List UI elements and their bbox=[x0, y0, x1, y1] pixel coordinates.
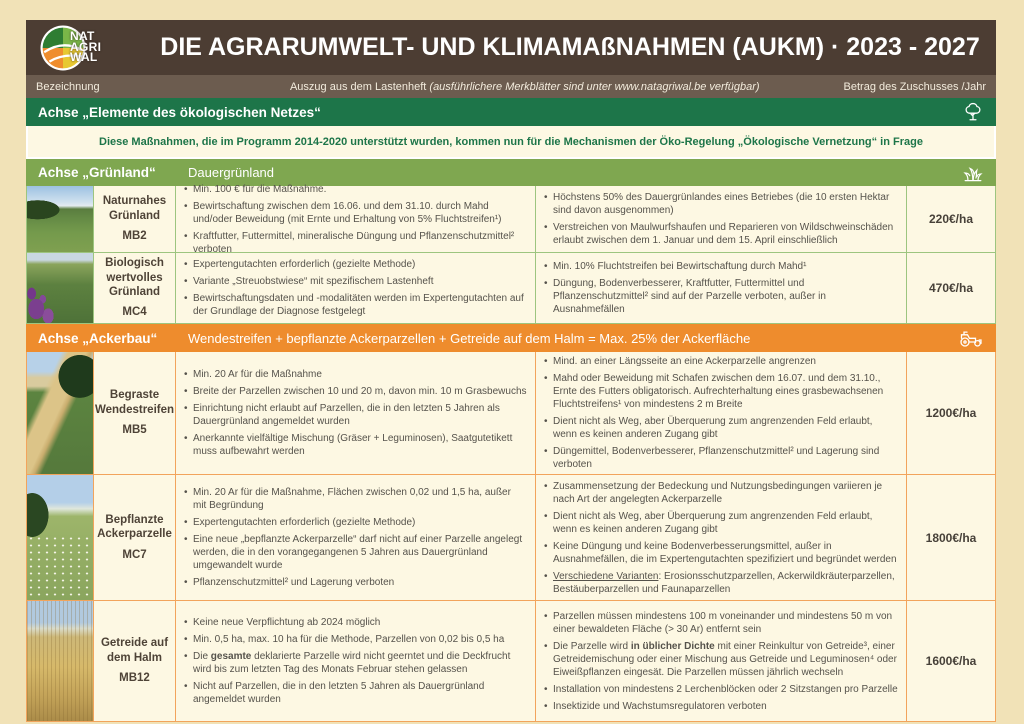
logo-wordmark: NAT AGRI WAL bbox=[70, 29, 102, 64]
axis-gruenland-subtitle: Dauergrünland bbox=[188, 165, 275, 180]
table-row-mc7 bbox=[27, 474, 995, 600]
photo-naturnahes-gruenland bbox=[27, 186, 94, 252]
bullet-list: • Keine neue Verpflichtung ab 2024 möglich • Min. 0,5 ha, max. 10 ha für die Methode, Parzellen von 0,02 bis 0,5 ha • Die gesamte deklarierte Parzelle wird nicht geerntet und die Deckfrucht wird bis zum letzten Tag des Monats Februar stehen gelassen • Nicht auf Parzellen, die in den letzten 5 Jahren als Dauergrünland angemeldet wurden bbox=[184, 604, 527, 718]
photo-begraste-wendestreifen bbox=[27, 352, 94, 474]
conditions-left-mc4 bbox=[176, 253, 536, 323]
measure-title: Bepflanzte Ackerparzelle bbox=[97, 513, 172, 541]
bullet-list: • Mind. an einer Längsseite an eine Ackerparzelle angrenzen • Mahd oder Beweidung mit Schafen zwischen dem 16.07. und dem 31.10., Ernte des Futters obligatorisch. Aufrechterhaltung eines grasbewachsenen Fluchtstreifens¹ von mindestens 2 m Breite • Dient nicht als Weg, aber Überquerung zum angrenzenden Feld erlaubt, wenn es keinen anderen Zugang gibt • Düngemittel, Bodenverbesserer, Pflanzenschutzmittel² und Lagerung sind verboten bbox=[544, 355, 898, 471]
main-header bbox=[26, 20, 996, 75]
bullet-list: • Min. 20 Ar für die Maßnahme • Breite der Parzellen zwischen 10 und 20 m, davon min. 10 m Grasbewuchs • Einrichtung nicht erlaubt auf Parzellen, die in den letzten 5 Jahren als Dauergrünland angemeldet wurden • Anerkannte vielfältige Mischung (Gräser + Leguminosen), Saatgutetikett muss aufbewahrt werden bbox=[184, 355, 527, 471]
tree-icon bbox=[962, 101, 984, 123]
axis-bar-ackerbau bbox=[26, 324, 996, 352]
bullet-list: • Höchstens 50% des Dauergrünlandes eines Betriebes (die 10 ersten Hektar sind davon ausgenommen) • Verstreichen von Maulwurfshaufen und Reparieren von Wildschweinschäden erlaubt zwischen dem 1. Januar und dem 15. April einschließlich bbox=[544, 189, 898, 249]
bullet-list: • Min. 10% Fluchtstreifen bei Bewirtschaftung durch Mahd¹ • Düngung, Bodenverbesserer, Kraftfutter, Futtermittel und Pflanzenschutzmittel² sind auf der Parzelle verboten, außer in Ausnahmefällen bbox=[544, 256, 898, 320]
measure-title: Getreide auf dem Halm bbox=[100, 637, 169, 664]
table-row-mb12 bbox=[27, 600, 995, 721]
measure-name-mc7 bbox=[94, 475, 176, 600]
photo-biologisch-wertvolles-gruenland bbox=[27, 253, 94, 323]
conditions-right-mc7 bbox=[536, 475, 907, 600]
subsidy-amount-mb5: 1200€/ha bbox=[925, 406, 977, 420]
eco-note-text: Diese Maßnahmen, die im Programm 2014-2020 unterstützt wurden, kommen nun für die Mechanismen der Öko-Regelung „Ökologische Vernetzung“ in Frage bbox=[99, 135, 923, 148]
conditions-right-mb2 bbox=[536, 186, 907, 252]
gruenland-table bbox=[26, 183, 996, 324]
measure-code: MC4 bbox=[122, 306, 147, 319]
conditions-right-mc4 bbox=[536, 253, 907, 323]
measure-name-mb2 bbox=[94, 186, 176, 252]
bullet-list: • Min. 20 Ar für die Maßnahme, Flächen zwischen 0,02 und 1,5 ha, außer mit Begründung • Expertengutachten erforderlich (gezielte Methode) • Eine neue „bepflanzte Ackerparzelle“ darf nicht auf einer Parzelle angelegt werden, die in den vorangegangenen 5 Jahren aus Dauergrünland umgewandelt wurde • Pflanzenschutzmittel² und Lagerung verboten bbox=[184, 478, 527, 597]
page-title: DIE AGRARUMWELT- UND KLIMAMAßNAHMEN (AUKM) · 2023 - 2027 bbox=[160, 33, 980, 61]
tractor-icon bbox=[958, 328, 984, 349]
natagriwal-logo bbox=[26, 20, 158, 75]
document-page bbox=[26, 20, 996, 722]
ackerbau-table bbox=[26, 352, 996, 722]
bullet-list: • Min. 100 € für die Maßnahme. • Bewirtschaftung zwischen dem 16.06. und dem 31.10. durch Mahd und/oder Beweidung (mit Ernte und Erhaltung von 5% Fluchtstreifen¹) • Kraftfutter, Futtermittel, mineralische Düngung und Pflanzenschutzmittel² verboten bbox=[184, 189, 527, 249]
col-label-lastenheft: Auszug aus dem Lastenheft (ausführlichere Merkblätter sind unter www.natagriwal.be verfügbar) bbox=[289, 80, 760, 93]
conditions-left-mb12 bbox=[176, 601, 536, 721]
conditions-left-mb2 bbox=[176, 183, 536, 255]
axis-ackerbau-label: Achse „Ackerbau“ bbox=[38, 330, 158, 346]
grass-icon bbox=[962, 162, 984, 184]
measure-code: MB12 bbox=[119, 672, 150, 685]
subsidy-amount-mc7: 1800€/ha bbox=[925, 530, 977, 545]
measure-name-mc4 bbox=[94, 253, 176, 323]
measure-name-mb5 bbox=[94, 352, 176, 474]
bullet-list: • Expertengutachten erforderlich (gezielte Methode) • Variante „Streuobstwiese“ mit spezifischem Lastenheft • Bewirtschaftungsdaten und -modalitäten werden im Expertengutachten auf der Grundlage der Diagnose festgelegt bbox=[184, 256, 527, 320]
lastenheft-note-italic: (ausführlichere Merkblätter sind unter www.natagriwal.be verfügbar) bbox=[429, 80, 760, 93]
conditions-right-mb5 bbox=[536, 352, 907, 474]
table-row-mc4 bbox=[27, 252, 995, 323]
measure-title: Begraste Wendestreifen bbox=[94, 389, 175, 416]
table-row-mb2 bbox=[27, 183, 995, 255]
measure-title: Biologisch wertvolles Grünland bbox=[105, 257, 164, 298]
subsidy-amount-mc4: 470€/ha bbox=[928, 281, 974, 295]
conditions-left-mc7 bbox=[176, 475, 536, 600]
measure-code: MB2 bbox=[122, 230, 147, 243]
measure-code: MB5 bbox=[122, 424, 147, 437]
table-row-mb5 bbox=[27, 352, 995, 474]
column-header-strip bbox=[26, 75, 996, 98]
conditions-left-mb5 bbox=[176, 352, 536, 474]
col-label-bezeichnung: Bezeichnung bbox=[36, 80, 100, 93]
axis-gruenland-label: Achse „Grünland“ bbox=[38, 165, 156, 180]
photo-bepflanzte-ackerparzelle bbox=[27, 475, 94, 600]
axis-bar-oekologisches-netz bbox=[26, 98, 996, 126]
subsidy-amount-mb2: 220€/ha bbox=[928, 212, 974, 226]
measure-title: Naturnahes Grünland bbox=[102, 195, 167, 222]
eco-note-row bbox=[26, 126, 996, 159]
bullet-list: • Zusammensetzung der Bedeckung und Nutzungsbedingungen variieren je nach Art der angelegten Ackerparzelle • Dient nicht als Weg, aber Überquerung zum angrenzenden Feld erlaubt, wenn es keinen anderen Zugang gibt • Keine Düngung und keine Bodenverbesserungsmittel, außer in Ausnahmefällen, die im Expertengutachten spezifiziert und begründet werden • Verschiedene Varianten: Erosionsschutzparzellen, Ackerwildkräuterparzellen, Bestäuberparzellen und Faunaparzellen bbox=[544, 478, 898, 597]
measure-code: MC7 bbox=[122, 548, 147, 561]
axis-eco-label: Achse „Elemente des ökologischen Netzes“ bbox=[38, 104, 321, 120]
axis-ackerbau-subtitle: Wendestreifen + bepflanzte Ackerparzellen + Getreide auf dem Halm = Max. 25% der Ackerfläche bbox=[188, 330, 751, 346]
col-label-betrag: Betrag des Zuschusses /Jahr bbox=[843, 80, 986, 93]
subsidy-amount-mb12: 1600€/ha bbox=[925, 654, 977, 668]
bullet-list: • Parzellen müssen mindestens 100 m voneinander und mindestens 50 m von einer bewaldeten Fläche (> 30 Ar) entfernt sein • Die Parzelle wird in üblicher Dichte mit einer Reinkultur von Getreide³, einer Getreidemischung oder einer Mischung aus Getreide und Leguminosen⁴ oder Eiweißpflanzen eingesät. Die Parzellen müssen jährlich wechseln • Installation von mindestens 2 Lerchenblöcken oder 2 Sitzstangen pro Parzelle • Insektizide und Wachstumsregulatoren verboten bbox=[544, 604, 898, 718]
photo-getreide-auf-dem-halm bbox=[27, 601, 94, 721]
measure-name-mb12 bbox=[94, 601, 176, 721]
conditions-right-mb12 bbox=[536, 601, 907, 721]
